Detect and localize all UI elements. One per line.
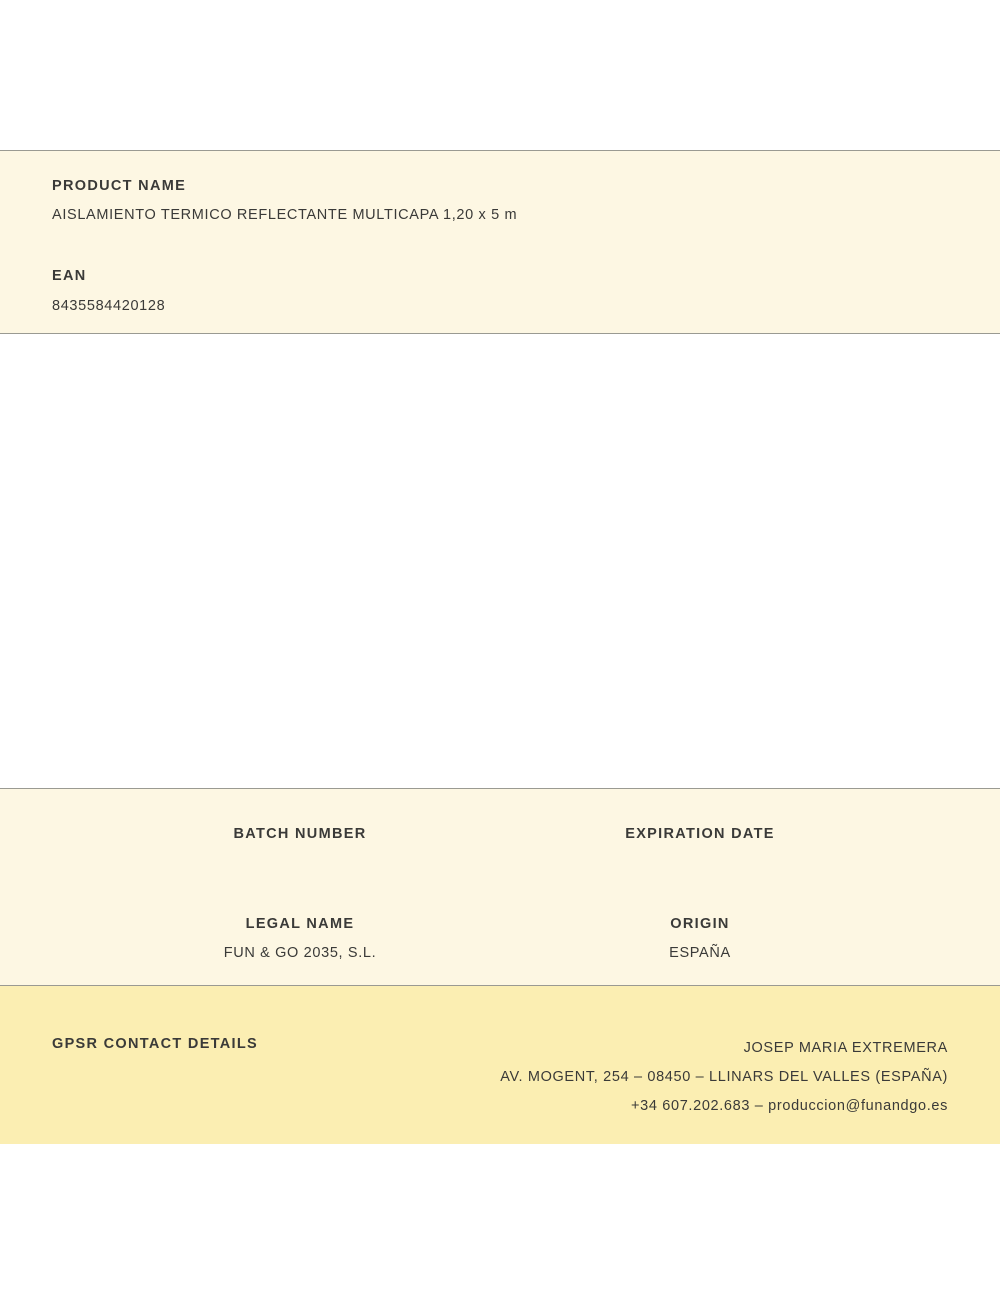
blank-spacer-area bbox=[0, 334, 1000, 788]
expiration-date-heading: EXPIRATION DATE bbox=[625, 826, 775, 842]
origin-heading: ORIGIN bbox=[670, 916, 730, 932]
product-name-heading: PRODUCT NAME bbox=[52, 178, 187, 194]
gpsr-contact-phone-email: +34 607.202.683 – produccion@funandgo.es bbox=[631, 1098, 948, 1114]
gpsr-contact-block bbox=[0, 986, 1000, 1144]
gpsr-contact-name: JOSEP MARIA EXTREMERA bbox=[743, 1040, 948, 1056]
batch-number-value bbox=[150, 854, 450, 872]
gpsr-contact-heading: GPSR CONTACT DETAILS bbox=[52, 1036, 259, 1052]
legal-name-value: FUN & GO 2035, S.L. bbox=[223, 945, 377, 961]
legal-name-field bbox=[150, 915, 450, 962]
gpsr-contact-details bbox=[500, 1034, 948, 1121]
expiration-date-field bbox=[550, 825, 850, 872]
gpsr-contact-address: AV. MOGENT, 254 – 08450 – LLINARS DEL VALLES (ESPAÑA) bbox=[500, 1069, 948, 1085]
legal-name-heading: LEGAL NAME bbox=[245, 916, 355, 932]
batch-number-heading: BATCH NUMBER bbox=[233, 826, 367, 842]
ean-heading: EAN bbox=[52, 268, 87, 284]
ean-value: 8435584420128 bbox=[52, 298, 166, 314]
expiration-date-value bbox=[550, 854, 850, 872]
batch-number-field bbox=[150, 825, 450, 872]
origin-value: ESPAÑA bbox=[669, 945, 731, 961]
product-info-block bbox=[0, 150, 1000, 334]
batch-legal-block bbox=[0, 788, 1000, 986]
bottom-blank-area bbox=[0, 1144, 1000, 1300]
origin-field bbox=[550, 915, 850, 962]
product-name-value: AISLAMIENTO TERMICO REFLECTANTE MULTICAPA 1,20 x 5 m bbox=[52, 207, 518, 223]
